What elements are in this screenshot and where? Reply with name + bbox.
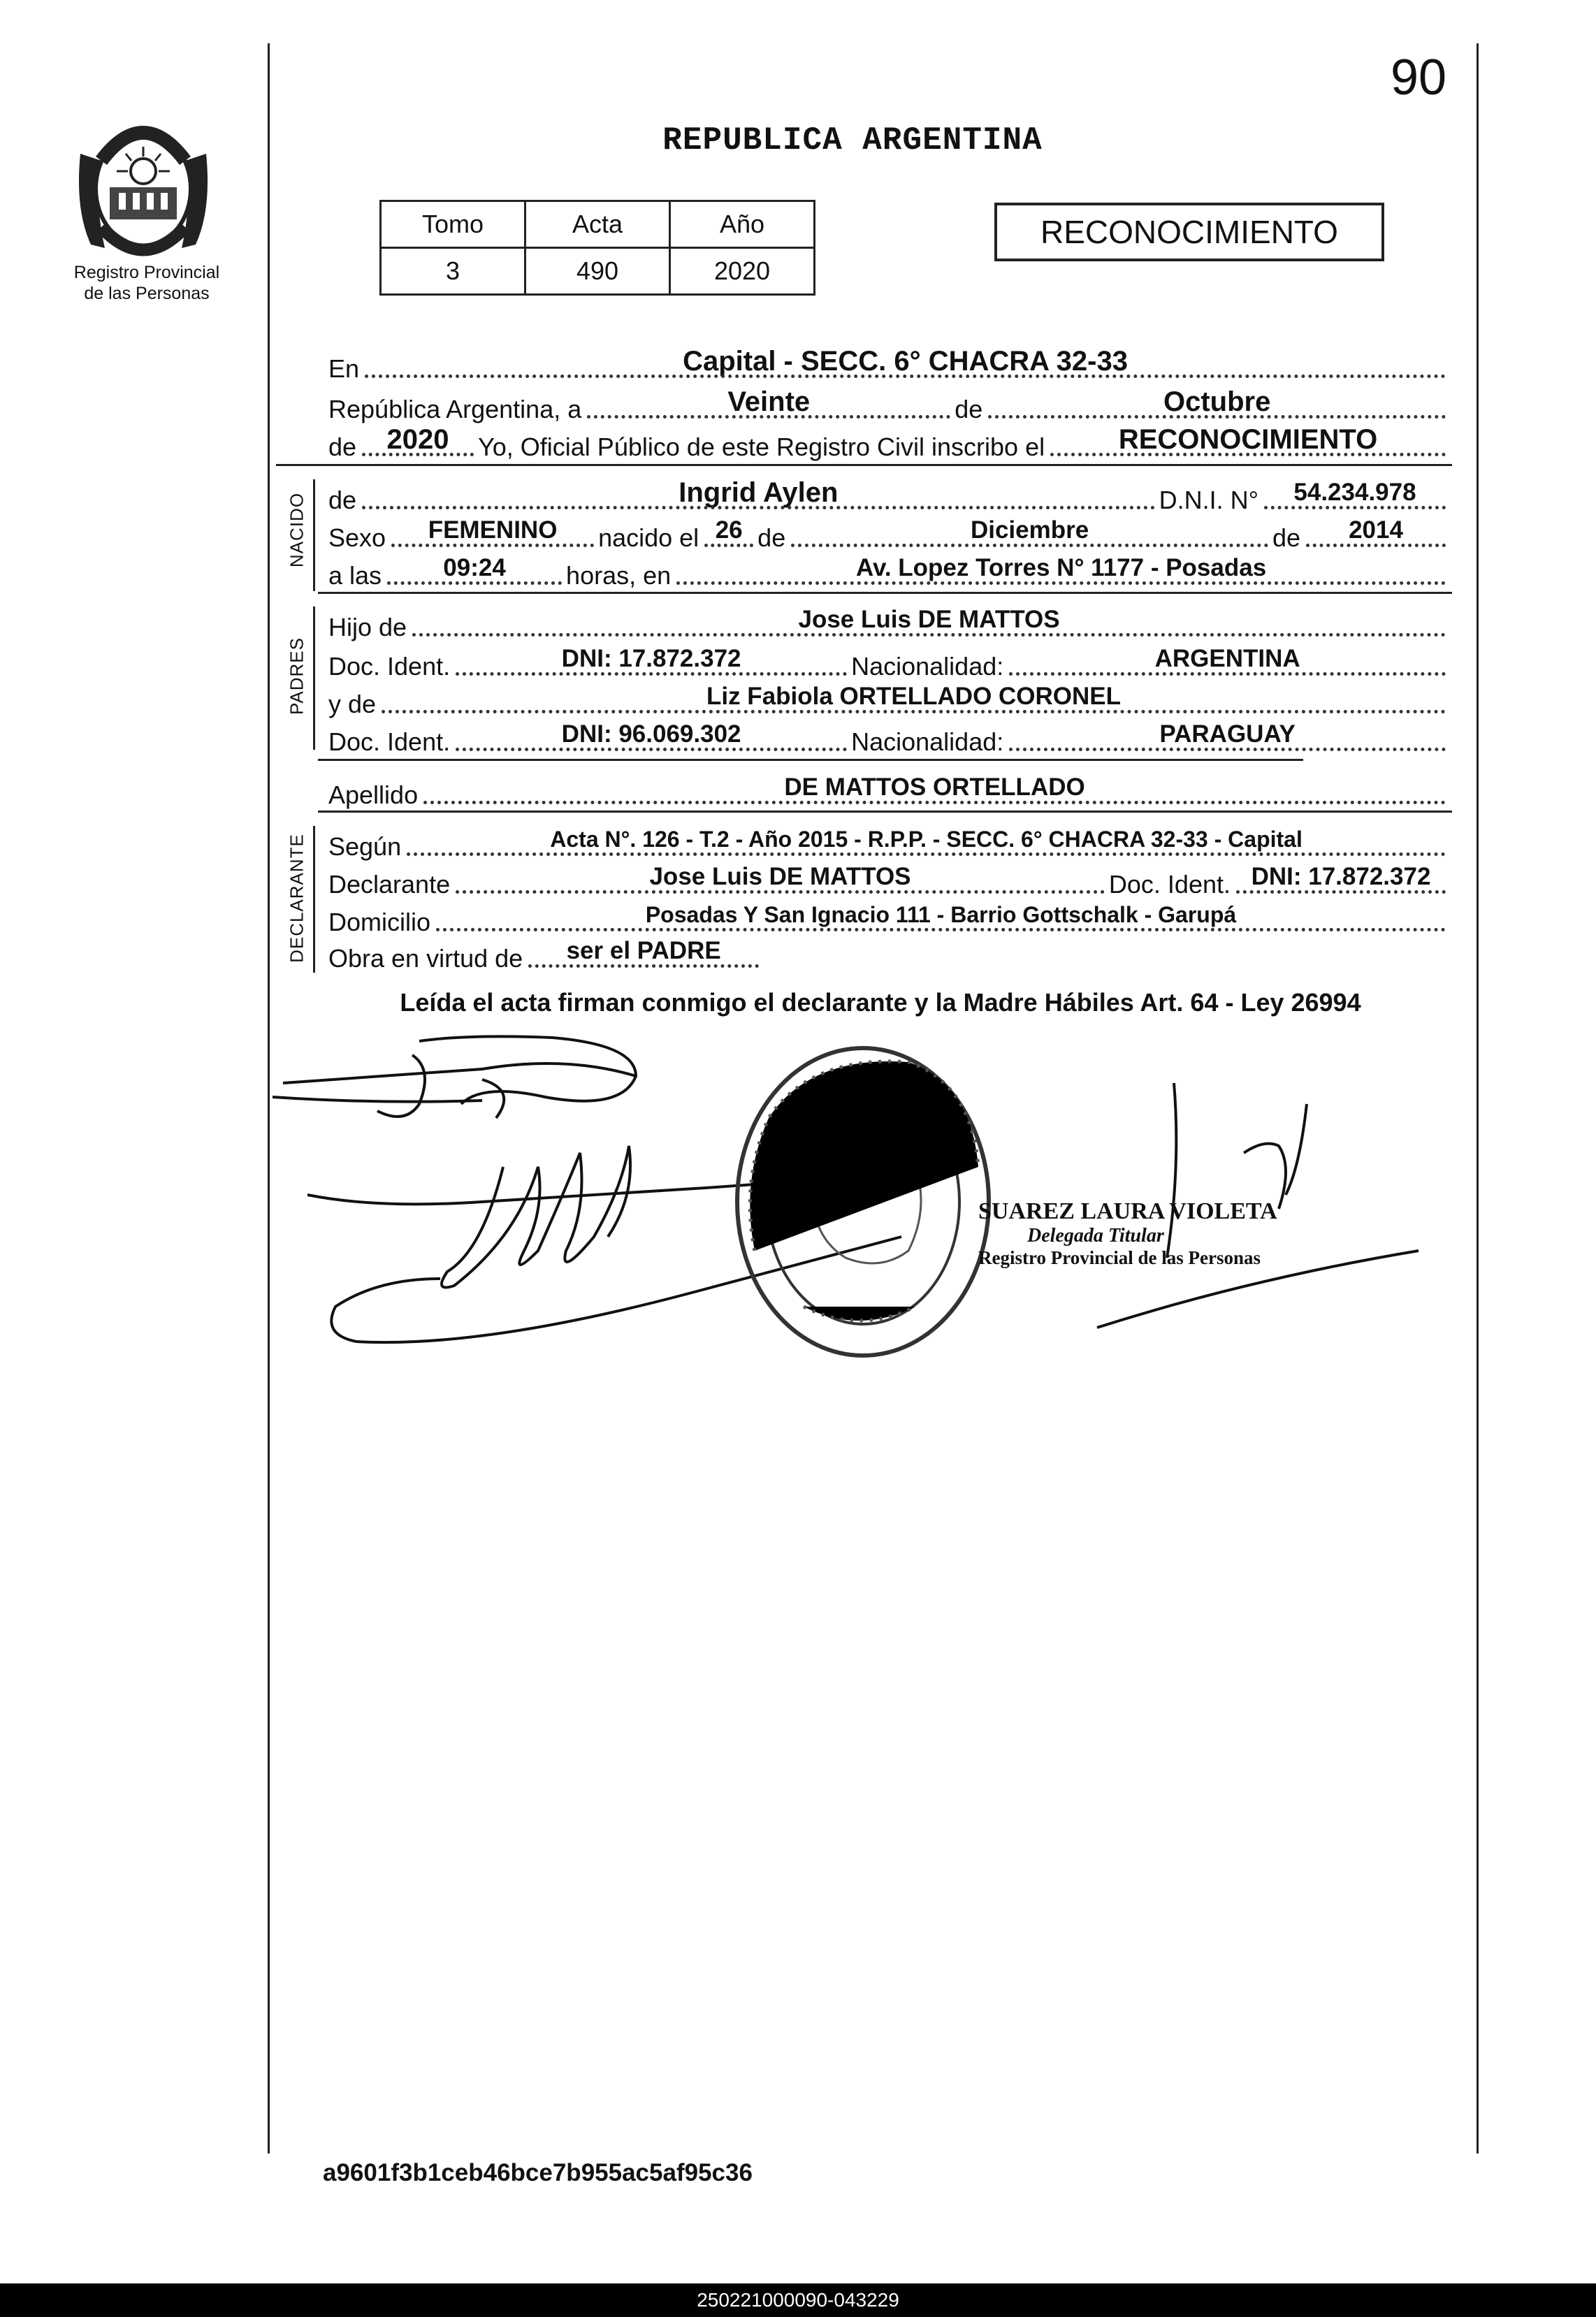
year-value: 2020 xyxy=(386,424,449,455)
obra-label: Obra en virtud de xyxy=(328,944,523,973)
divider-after-nacido xyxy=(318,592,1452,594)
segun-value: Acta N°. 126 - T.2 - Año 2015 - R.P.P. - SECC. 6° CHACRA 32-33 - Capital xyxy=(550,827,1303,852)
footer-id: 250221000090-043229 xyxy=(697,2289,899,2311)
inscribo-de-label: de xyxy=(328,433,357,461)
mother-name-value: Liz Fabiola ORTELLADO CORONEL xyxy=(706,683,1122,710)
inscribo-label: Yo, Oficial Público de este Registro Civil inscribo el xyxy=(478,433,1045,461)
delegate-signature-block xyxy=(978,1198,1370,1269)
registry-header-tomo: Tomo xyxy=(381,201,525,248)
mother-nationality-label: Nacionalidad: xyxy=(851,727,1004,756)
declarante-field xyxy=(456,863,1105,899)
nacido-name-row xyxy=(328,477,1450,514)
birth-month-value: Diciembre xyxy=(970,516,1089,544)
issuer-caption-line1: Registro Provincial xyxy=(73,263,220,282)
divider-after-padres xyxy=(318,759,1303,761)
segun-label: Según xyxy=(328,832,402,861)
domicilio-label: Domicilio xyxy=(328,908,431,936)
page-title: REPUBLICA ARGENTINA xyxy=(662,122,1043,159)
mother-doc-field xyxy=(456,720,847,756)
nacido-name-value: Ingrid Aylen xyxy=(679,477,839,508)
place-value: Av. Lopez Torres N° 1177 - Posadas xyxy=(855,554,1267,581)
hijo-row xyxy=(328,606,1450,641)
mother-nationality-field xyxy=(1009,720,1446,756)
registry-header-ano: Año xyxy=(670,201,815,248)
right-margin-line xyxy=(1477,43,1479,2153)
segun-field xyxy=(407,829,1446,861)
father-nationality-label: Nacionalidad: xyxy=(851,652,1004,681)
declarante-doc-label: Doc. Ident. xyxy=(1108,870,1231,899)
hijo-label: Hijo de xyxy=(328,613,407,641)
time-value: 09:24 xyxy=(443,554,506,581)
father-nationality-field xyxy=(1009,645,1446,681)
declarante-label: Declarante xyxy=(328,870,451,899)
apellido-label: Apellido xyxy=(328,780,419,809)
padres-section-label: PADRES xyxy=(286,637,307,715)
act-type-box: RECONOCIMIENTO xyxy=(994,203,1384,261)
registry-value-tomo: 3 xyxy=(381,248,525,295)
en-field xyxy=(365,346,1446,383)
document-hash: a9601f3b1ceb46bce7b955ac5af95c36 xyxy=(323,2159,753,2186)
delegate-role: Delegada Titular xyxy=(1027,1225,1164,1247)
place-field xyxy=(676,554,1446,590)
nacido-bracket xyxy=(313,479,315,591)
year-field xyxy=(362,424,474,461)
horas-label: horas, en xyxy=(566,561,672,590)
registry-value-row xyxy=(381,248,815,295)
apellido-field xyxy=(423,773,1446,809)
nacido-el-label: nacido el xyxy=(598,523,699,552)
day-value: Veinte xyxy=(727,386,811,417)
registry-header-acta: Acta xyxy=(525,201,670,248)
inscribo-row xyxy=(328,424,1450,461)
time-field xyxy=(387,554,562,590)
registry-table xyxy=(379,200,815,296)
declarante-doc-field xyxy=(1236,863,1446,899)
father-doc-row xyxy=(328,645,1450,681)
birth-year-field xyxy=(1306,516,1446,552)
birth-day-value: 26 xyxy=(715,516,743,544)
left-margin-line xyxy=(268,43,270,2153)
page-number: 90 xyxy=(1391,50,1447,106)
mother-doc-value: DNI: 96.069.302 xyxy=(561,720,741,748)
republica-row xyxy=(328,386,1450,423)
yde-label: y de xyxy=(328,690,377,718)
father-doc-value: DNI: 17.872.372 xyxy=(561,645,741,672)
declarante-row xyxy=(328,863,1450,899)
mother-doc-label: Doc. Ident. xyxy=(328,727,451,756)
sexo-label: Sexo xyxy=(328,523,386,552)
birth-de-label-2: de xyxy=(1272,523,1300,552)
issuer-caption xyxy=(49,262,245,304)
delegate-org: Registro Provincial de las Personas xyxy=(978,1247,1261,1268)
dni-value: 54.234.978 xyxy=(1293,479,1416,506)
republica-label: República Argentina, a xyxy=(328,395,582,423)
official-stamp xyxy=(727,1041,999,1363)
divider-after-intro xyxy=(276,464,1452,466)
birth-day-field xyxy=(704,516,753,552)
inscribo-field xyxy=(1050,424,1446,461)
sexo-value: FEMENINO xyxy=(428,516,558,544)
padres-bracket xyxy=(313,607,315,750)
yde-row xyxy=(328,683,1450,718)
nacido-de-label: de xyxy=(328,486,357,514)
obra-row xyxy=(328,937,1450,973)
month-field xyxy=(988,386,1446,423)
nacido-section-label: NACIDO xyxy=(286,492,307,568)
mother-doc-row xyxy=(328,720,1450,756)
domicilio-value: Posadas Y San Ignacio 111 - Barrio Gottschalk - Garupá xyxy=(645,902,1237,927)
registry-header-row xyxy=(381,201,815,248)
sexo-row xyxy=(328,516,1450,552)
nacido-name-field xyxy=(362,477,1155,514)
republica-de-label: de xyxy=(955,395,983,423)
obra-field xyxy=(528,937,759,973)
hora-row xyxy=(328,554,1450,590)
month-value: Octubre xyxy=(1163,386,1271,417)
en-label: En xyxy=(328,354,360,383)
apellido-row xyxy=(328,773,1450,809)
declarante-doc-value: DNI: 17.872.372 xyxy=(1251,863,1431,890)
province-seal-icon xyxy=(66,105,220,266)
obra-value: ser el PADRE xyxy=(566,937,721,964)
father-name-value: Jose Luis DE MATTOS xyxy=(798,606,1060,633)
father-name-field xyxy=(412,606,1446,641)
sexo-field xyxy=(391,516,594,552)
birth-de-label: de xyxy=(757,523,786,552)
registry-value-acta: 490 xyxy=(525,248,670,295)
declarante-bracket xyxy=(313,826,315,973)
reading-note: Leída el acta firman conmigo el declarante y la Madre Hábiles Art. 64 - Ley 26994 xyxy=(400,988,1361,1017)
mother-nationality-value: PARAGUAY xyxy=(1159,720,1296,748)
registry-value-ano: 2020 xyxy=(670,248,815,295)
father-doc-field xyxy=(456,645,847,681)
mother-name-field xyxy=(382,683,1446,718)
birth-year-value: 2014 xyxy=(1349,516,1403,544)
segun-row xyxy=(328,829,1450,861)
domicilio-row xyxy=(328,904,1450,936)
domicilio-field xyxy=(436,904,1446,936)
en-value: Capital - SECC. 6° CHACRA 32-33 xyxy=(683,346,1128,377)
inscribo-value: RECONOCIMIENTO xyxy=(1118,424,1378,455)
day-field xyxy=(587,386,950,423)
divider-after-apellido xyxy=(318,811,1452,813)
delegate-name: SUAREZ LAURA VIOLETA xyxy=(978,1198,1277,1224)
father-doc-label: Doc. Ident. xyxy=(328,652,451,681)
issuer-caption-line2: de las Personas xyxy=(84,284,210,303)
apellido-value: DE MATTOS ORTELLADO xyxy=(784,773,1085,801)
dni-field xyxy=(1264,479,1446,514)
father-nationality-value: ARGENTINA xyxy=(1154,645,1300,672)
en-row xyxy=(328,346,1450,383)
declarante-value: Jose Luis DE MATTOS xyxy=(649,863,911,890)
birth-month-field xyxy=(791,516,1268,552)
alas-label: a las xyxy=(328,561,382,590)
dni-label: D.N.I. N° xyxy=(1159,486,1258,514)
declarante-section-label: DECLARANTE xyxy=(286,834,307,963)
